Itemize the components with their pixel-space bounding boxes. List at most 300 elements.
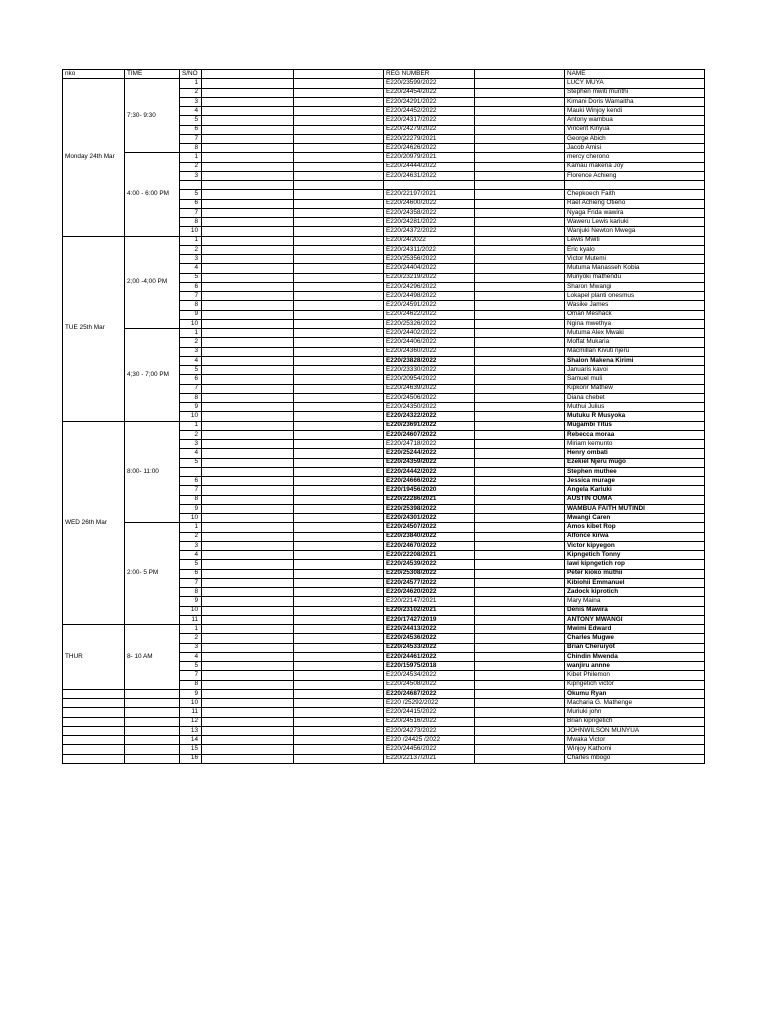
header-reg: REG NUMBER <box>384 70 475 79</box>
blank-cell <box>294 282 384 291</box>
sno-cell: 1 <box>180 153 202 162</box>
name-cell: Moffat Mukaria <box>565 338 705 347</box>
reg-number-cell: E220/24402/2022 <box>384 329 475 338</box>
sno-cell: 9 <box>180 310 202 319</box>
blank-cell <box>202 560 294 569</box>
blank-cell <box>475 319 565 328</box>
blank-cell <box>202 292 294 301</box>
reg-number-cell: E220/23599/2022 <box>384 79 475 88</box>
name-cell: Kamau makena Joy <box>565 162 705 171</box>
blank-cell <box>475 329 565 338</box>
blank-cell <box>294 227 384 236</box>
sno-cell: 7 <box>180 578 202 587</box>
name-cell: Wasike James <box>565 301 705 310</box>
sno-cell: 5 <box>180 662 202 671</box>
day-cell <box>63 689 125 698</box>
sno-cell: 8 <box>180 680 202 689</box>
blank-cell <box>475 403 565 412</box>
header-row <box>63 70 705 79</box>
reg-number-cell: E220 /25292/2022 <box>384 699 475 708</box>
sno-cell: 8 <box>180 393 202 402</box>
reg-number-cell: E220/24454/2022 <box>384 88 475 97</box>
blank-cell <box>202 97 294 106</box>
reg-number-cell: E220/22137/2021 <box>384 754 475 763</box>
blank-cell <box>202 208 294 217</box>
blank-cell <box>202 717 294 726</box>
table-row <box>63 745 705 754</box>
blank-cell <box>294 273 384 282</box>
blank-cell <box>202 430 294 439</box>
blank-cell <box>475 662 565 671</box>
blank-cell <box>294 384 384 393</box>
blank-cell <box>475 199 565 208</box>
blank-cell <box>202 273 294 282</box>
sno-cell: 4 <box>180 551 202 560</box>
blank-cell <box>475 338 565 347</box>
blank-cell <box>475 541 565 550</box>
blank-cell <box>475 255 565 264</box>
time-cell: 8:00- 11:00 <box>125 421 180 523</box>
name-cell: Zadock kiprotich <box>565 588 705 597</box>
sno-cell: 10 <box>180 514 202 523</box>
blank-cell <box>202 754 294 763</box>
blank-cell <box>202 218 294 227</box>
blank-cell <box>475 153 565 162</box>
name-cell: Rebecca moraa <box>565 430 705 439</box>
name-cell: Macharia G. Mathenge <box>565 699 705 708</box>
name-cell: Stephen muthee <box>565 467 705 476</box>
time-cell <box>125 726 180 735</box>
reg-number-cell: E220/24415/2022 <box>384 708 475 717</box>
blank-cell <box>202 671 294 680</box>
blank-cell <box>475 227 565 236</box>
name-cell: Mwangi Caren <box>565 514 705 523</box>
sno-cell: 3 <box>180 643 202 652</box>
blank-cell <box>294 449 384 458</box>
blank-cell <box>294 504 384 513</box>
sno-cell: 3 <box>180 171 202 180</box>
sno-cell: 15 <box>180 745 202 754</box>
header-blank-3 <box>475 70 565 79</box>
blank-cell <box>294 356 384 365</box>
sno-cell: 5 <box>180 116 202 125</box>
sno-cell: 6 <box>180 375 202 384</box>
blank-cell <box>202 79 294 88</box>
reg-number-cell: E220/22197/2021 <box>384 190 475 199</box>
name-cell: Chindin Mwenda <box>565 652 705 661</box>
blank-cell <box>294 643 384 652</box>
sno-cell: 10 <box>180 606 202 615</box>
reg-number-cell: E220/23330/2022 <box>384 366 475 375</box>
reg-number-cell: E220/24718/2022 <box>384 440 475 449</box>
sno-cell: 13 <box>180 726 202 735</box>
reg-number-cell: E220/22147/2021 <box>384 597 475 606</box>
blank-cell <box>202 366 294 375</box>
blank-cell <box>475 514 565 523</box>
blank-cell <box>475 625 565 634</box>
sno-cell: 3 <box>180 347 202 356</box>
blank-cell <box>294 745 384 754</box>
reg-number-cell: E220/24281/2022 <box>384 218 475 227</box>
blank-cell <box>294 541 384 550</box>
blank-cell <box>294 597 384 606</box>
name-cell: mercy cherono <box>565 153 705 162</box>
blank-cell <box>475 458 565 467</box>
blank-cell <box>475 754 565 763</box>
blank-cell <box>202 144 294 153</box>
blank-cell <box>202 134 294 143</box>
blank-cell <box>475 393 565 402</box>
name-cell: Victor Mutemi <box>565 255 705 264</box>
blank-cell <box>475 245 565 254</box>
name-cell: Muthui Julius <box>565 403 705 412</box>
name-cell: Lewis Mwiti <box>565 236 705 245</box>
blank-cell <box>475 292 565 301</box>
blank-cell <box>294 292 384 301</box>
reg-number-cell: E220/24/2022 <box>384 236 475 245</box>
blank-cell <box>202 384 294 393</box>
blank-cell <box>294 116 384 125</box>
blank-cell <box>202 319 294 328</box>
blank-cell <box>202 588 294 597</box>
reg-number-cell: E220/24317/2022 <box>384 116 475 125</box>
name-cell: Alfonce kirwa <box>565 532 705 541</box>
reg-number-cell: E220/24622/2022 <box>384 310 475 319</box>
blank-cell <box>202 477 294 486</box>
blank-cell <box>475 578 565 587</box>
name-cell: Winjoy Kathomi <box>565 745 705 754</box>
name-cell: Henry ombati <box>565 449 705 458</box>
time-cell <box>125 736 180 745</box>
sno-cell: 6 <box>180 282 202 291</box>
blank-cell <box>475 384 565 393</box>
day-cell: THUR <box>63 625 125 690</box>
reg-number-cell: E220/24607/2022 <box>384 430 475 439</box>
time-cell <box>125 708 180 717</box>
sno-cell: 4 <box>180 107 202 116</box>
blank-cell <box>202 88 294 97</box>
blank-cell <box>475 634 565 643</box>
blank-cell <box>475 495 565 504</box>
blank-cell <box>475 606 565 615</box>
blank-cell <box>475 440 565 449</box>
blank-cell <box>202 736 294 745</box>
name-cell: George Abich <box>565 134 705 143</box>
reg-number-cell: E220/24534/2022 <box>384 671 475 680</box>
sno-cell: 3 <box>180 541 202 550</box>
blank-cell <box>202 282 294 291</box>
name-cell: Florence Achieng <box>565 171 705 180</box>
name-cell: Samuel muli <box>565 375 705 384</box>
sno-cell: 2 <box>180 88 202 97</box>
sno-cell: 6 <box>180 477 202 486</box>
blank-cell <box>294 680 384 689</box>
sno-cell: 10 <box>180 319 202 328</box>
blank-cell <box>475 680 565 689</box>
sno-cell: 1 <box>180 523 202 532</box>
reg-number-cell: E220/24301/2022 <box>384 514 475 523</box>
name-cell: Mauki Winjoy kendi <box>565 107 705 116</box>
sno-cell: 3 <box>180 440 202 449</box>
sno-cell: 1 <box>180 79 202 88</box>
blank-cell <box>294 652 384 661</box>
blank-cell <box>202 181 294 190</box>
blank-cell <box>202 393 294 402</box>
reg-number-cell: E220/25356/2022 <box>384 255 475 264</box>
reg-number-cell: E220/23691/2022 <box>384 421 475 430</box>
blank-cell <box>475 467 565 476</box>
name-cell: Rael Achieng Otieno <box>565 199 705 208</box>
blank-cell <box>202 569 294 578</box>
blank-cell <box>294 329 384 338</box>
blank-cell <box>202 310 294 319</box>
table-row <box>63 708 705 717</box>
name-cell: Kibet Philemon <box>565 671 705 680</box>
blank-cell <box>294 347 384 356</box>
name-cell: Mary Maina <box>565 597 705 606</box>
blank-cell <box>294 689 384 698</box>
blank-cell <box>294 264 384 273</box>
blank-cell <box>294 625 384 634</box>
blank-cell <box>202 190 294 199</box>
name-cell: Brian Cheruiyot <box>565 643 705 652</box>
blank-cell <box>475 236 565 245</box>
sno-cell: 8 <box>180 218 202 227</box>
name-cell: Mutuma Alex Mwaki <box>565 329 705 338</box>
reg-number-cell: E220/24507/2022 <box>384 523 475 532</box>
blank-cell <box>202 634 294 643</box>
table-row <box>63 689 705 698</box>
blank-cell <box>294 523 384 532</box>
blank-cell <box>475 699 565 708</box>
blank-cell <box>202 689 294 698</box>
blank-cell <box>475 181 565 190</box>
day-cell <box>63 745 125 754</box>
reg-number-cell: E220/24311/2022 <box>384 245 475 254</box>
sno-cell <box>180 181 202 190</box>
day-cell <box>63 717 125 726</box>
reg-number-cell: E220/24359/2022 <box>384 458 475 467</box>
sno-cell: 16 <box>180 754 202 763</box>
blank-cell <box>202 504 294 513</box>
blank-cell <box>202 541 294 550</box>
reg-number-cell: E220/15975/2018 <box>384 662 475 671</box>
reg-number-cell: E220/24279/2022 <box>384 125 475 134</box>
name-cell: Kibiohii Emmanuel <box>565 578 705 587</box>
reg-number-cell: E220/24461/2022 <box>384 652 475 661</box>
blank-cell <box>202 356 294 365</box>
blank-cell <box>294 255 384 264</box>
blank-cell <box>294 338 384 347</box>
name-cell: Shalon Makena Kirimi <box>565 356 705 365</box>
sno-cell: 7 <box>180 671 202 680</box>
reg-number-cell: E220/24456/2022 <box>384 745 475 754</box>
blank-cell <box>202 347 294 356</box>
blank-cell <box>202 652 294 661</box>
name-cell: Munyoki mathendu <box>565 273 705 282</box>
reg-number-cell: E220/22208/2021 <box>384 551 475 560</box>
day-cell: TUE 25th Mar <box>63 236 125 421</box>
blank-cell <box>475 736 565 745</box>
sno-cell: 4 <box>180 264 202 273</box>
name-cell: Amos kibet Rop <box>565 523 705 532</box>
day-cell <box>63 754 125 763</box>
blank-cell <box>294 560 384 569</box>
header-time: TIME <box>125 70 180 79</box>
blank-cell <box>202 495 294 504</box>
blank-cell <box>202 412 294 421</box>
reg-number-cell: E220/25244/2022 <box>384 449 475 458</box>
blank-cell <box>202 162 294 171</box>
reg-number-cell: E220/24360/2022 <box>384 347 475 356</box>
blank-cell <box>294 634 384 643</box>
name-cell: WAMBUA FAITH MUTINDI <box>565 504 705 513</box>
table-row <box>63 329 705 338</box>
reg-number-cell: E220 /24425 /2022 <box>384 736 475 745</box>
name-cell: Miriam kemunto <box>565 440 705 449</box>
blank-cell <box>475 310 565 319</box>
reg-number-cell: E220/24322/2022 <box>384 412 475 421</box>
blank-cell <box>475 689 565 698</box>
time-cell: 7:30- 9:30 <box>125 79 180 153</box>
blank-cell <box>294 301 384 310</box>
sno-cell: 14 <box>180 736 202 745</box>
blank-cell <box>294 477 384 486</box>
time-cell <box>125 754 180 763</box>
blank-cell <box>475 643 565 652</box>
blank-cell <box>475 569 565 578</box>
reg-number-cell <box>384 181 475 190</box>
reg-number-cell: E220/24413/2022 <box>384 625 475 634</box>
name-cell: Jessica murage <box>565 477 705 486</box>
reg-number-cell: E220/24591/2022 <box>384 301 475 310</box>
blank-cell <box>475 421 565 430</box>
blank-cell <box>294 495 384 504</box>
reg-number-cell: E220/24631/2022 <box>384 171 475 180</box>
blank-cell <box>202 153 294 162</box>
blank-cell <box>475 588 565 597</box>
sno-cell: 2 <box>180 634 202 643</box>
blank-cell <box>294 708 384 717</box>
blank-cell <box>475 652 565 661</box>
reg-number-cell: E220/25326/2022 <box>384 319 475 328</box>
sno-cell: 5 <box>180 273 202 282</box>
blank-cell <box>202 708 294 717</box>
blank-cell <box>202 199 294 208</box>
blank-cell <box>202 440 294 449</box>
sno-cell: 7 <box>180 134 202 143</box>
blank-cell <box>475 717 565 726</box>
reg-number-cell: E220/24506/2022 <box>384 393 475 402</box>
blank-cell <box>202 606 294 615</box>
blank-cell <box>294 486 384 495</box>
attendance-table <box>62 69 705 764</box>
blank-cell <box>202 403 294 412</box>
name-cell: Angela Kariuki <box>565 486 705 495</box>
name-cell: Antony wambua <box>565 116 705 125</box>
blank-cell <box>475 125 565 134</box>
table-row <box>63 79 705 88</box>
blank-cell <box>202 486 294 495</box>
sno-cell: 10 <box>180 412 202 421</box>
blank-cell <box>202 449 294 458</box>
reg-number-cell: E220/20979/2021 <box>384 153 475 162</box>
reg-number-cell: E220/22286/2021 <box>384 495 475 504</box>
header-day: nko <box>63 70 125 79</box>
sno-cell: 6 <box>180 569 202 578</box>
name-cell: wanjiru annne <box>565 662 705 671</box>
reg-number-cell: E220/23219/2022 <box>384 273 475 282</box>
blank-cell <box>202 264 294 273</box>
reg-number-cell: E220/24358/2022 <box>384 208 475 217</box>
blank-cell <box>202 227 294 236</box>
blank-cell <box>475 107 565 116</box>
blank-cell <box>475 477 565 486</box>
table-row <box>63 726 705 735</box>
time-cell: 2:00- 5 PM <box>125 523 180 625</box>
day-cell <box>63 699 125 708</box>
blank-cell <box>294 245 384 254</box>
blank-cell <box>475 486 565 495</box>
blank-cell <box>202 329 294 338</box>
time-cell: 4;30 - 7;00 PM <box>125 329 180 422</box>
blank-cell <box>475 190 565 199</box>
blank-cell <box>294 162 384 171</box>
sno-cell: 9 <box>180 403 202 412</box>
blank-cell <box>475 726 565 735</box>
reg-number-cell: E220/24620/2022 <box>384 588 475 597</box>
reg-number-cell: E220/24350/2022 <box>384 403 475 412</box>
blank-cell <box>202 125 294 134</box>
blank-cell <box>202 625 294 634</box>
reg-number-cell: E220/24442/2022 <box>384 467 475 476</box>
name-cell <box>565 181 705 190</box>
name-cell: Brian kipngetich <box>565 717 705 726</box>
blank-cell <box>294 153 384 162</box>
name-cell: Denis Mawira <box>565 606 705 615</box>
reg-number-cell: E220/24372/2022 <box>384 227 475 236</box>
name-cell: Victor kipyegon <box>565 541 705 550</box>
blank-cell <box>202 458 294 467</box>
blank-cell <box>202 421 294 430</box>
sno-cell: 11 <box>180 615 202 624</box>
name-cell: Januaris kavoi <box>565 366 705 375</box>
blank-cell <box>294 236 384 245</box>
header-sno: S/NO <box>180 70 202 79</box>
blank-cell <box>294 458 384 467</box>
name-cell: Stephen mwiti murithi <box>565 88 705 97</box>
blank-cell <box>294 97 384 106</box>
reg-number-cell: E220/17427/2019 <box>384 615 475 624</box>
blank-cell <box>202 375 294 384</box>
sno-cell: 3 <box>180 255 202 264</box>
reg-number-cell: E220/24508/2022 <box>384 680 475 689</box>
blank-cell <box>202 532 294 541</box>
reg-number-cell: E220/24639/2022 <box>384 384 475 393</box>
blank-cell <box>475 264 565 273</box>
sno-cell: 5 <box>180 190 202 199</box>
blank-cell <box>294 717 384 726</box>
reg-number-cell: E220/23828/2022 <box>384 356 475 365</box>
blank-cell <box>294 208 384 217</box>
blank-cell <box>294 190 384 199</box>
reg-number-cell: E220/22279/2021 <box>384 134 475 143</box>
blank-cell <box>294 514 384 523</box>
sno-cell <box>180 467 202 476</box>
blank-cell <box>475 347 565 356</box>
reg-number-cell: E220/23840/2022 <box>384 532 475 541</box>
blank-cell <box>475 551 565 560</box>
